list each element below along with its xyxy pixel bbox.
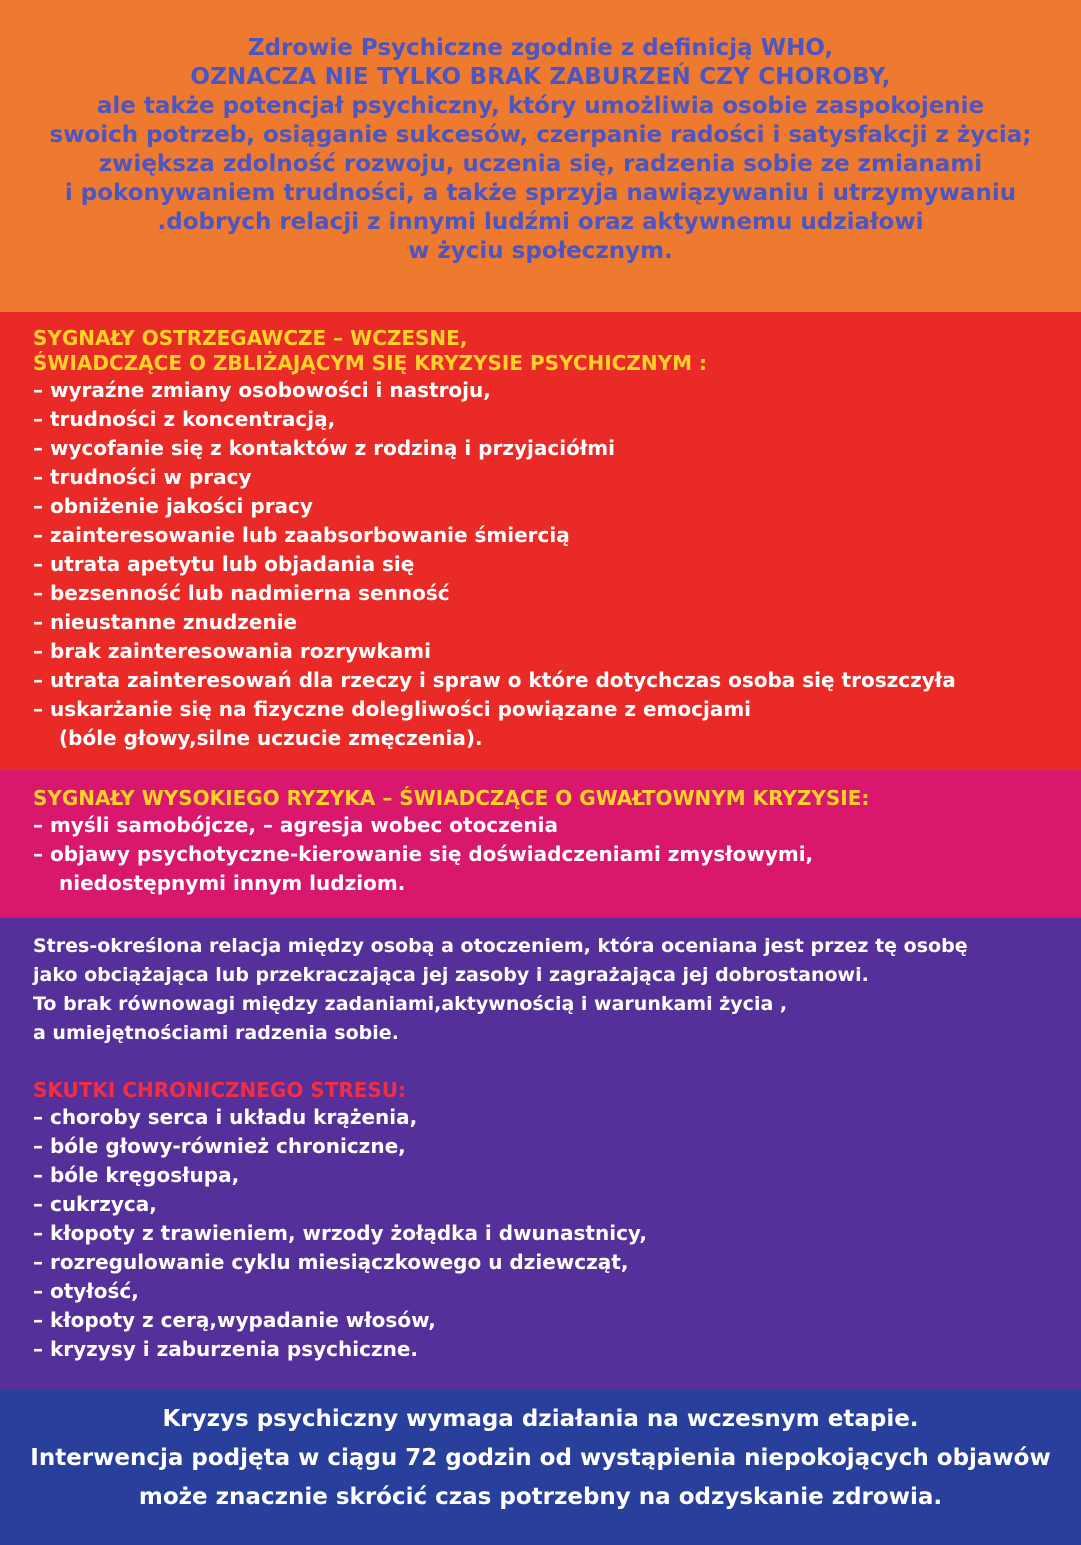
stress-effects-heading: SKUTKI CHRONICZNEGO STRESU: [33,1078,407,1102]
early-warning-heading: ŚWIADCZĄCE O ZBLIŻAJĄCYM SIĘ KRYZYSIE PSYCHICZNYM : [33,351,707,375]
closing-line: Interwencja podjęta w ciągu 72 godzin od wystąpienia niepokojących objawów [30,1445,1051,1471]
stress-section [0,918,1081,1390]
who-definition-section [0,0,1081,312]
list-item: – wyraźne zmiany osobowości i nastroju, [33,378,491,402]
who-line: swoich potrzeb, osiąganie sukcesów, czerpanie radości i satysfakcji z życia; [49,122,1032,148]
list-item: – trudności z koncentracją, [33,407,336,431]
list-item: – zainteresowanie lub zaabsorbowanie śmiercią [33,523,570,547]
list-item: – trudności w pracy [33,465,252,489]
stress-definition-line: To brak równowagi między zadaniami,aktywnością i warunkami życia , [33,993,788,1015]
early-warning-section [0,312,1081,770]
list-item: – otyłość, [33,1279,139,1303]
list-item: – myśli samobójcze, – agresja wobec otoczenia [33,813,558,837]
list-item: – choroby serca i układu krążenia, [33,1105,418,1129]
early-warning-heading: SYGNAŁY OSTRZEGAWCZE – WCZESNE, [33,326,468,350]
list-item: – kryzysy i zaburzenia psychiczne. [33,1337,418,1361]
closing-line: może znacznie skrócić czas potrzebny na odzyskanie zdrowia. [138,1484,943,1510]
list-item: – obniżenie jakości pracy [33,494,313,518]
stress-definition-line: a umiejętnościami radzenia sobie. [33,1022,399,1044]
who-line: .dobrych relacji z innymi ludźmi oraz aktywnemu udziałowi [157,209,924,235]
list-item-continuation: niedostępnymi innym ludziom. [59,871,406,895]
list-item: – utrata apetytu lub objadania się [33,552,415,576]
stress-definition-line: Stres-określona relacja między osobą a otoczeniem, która oceniana jest przez tę osobę [33,935,968,957]
who-line: ale także potencjał psychiczny, który umożliwia osobie zaspokojenie [96,93,985,119]
list-item: – kłopoty z trawieniem, wrzody żołądka i dwunastnicy, [33,1221,648,1245]
list-item-continuation: (bóle głowy,silne uczucie zmęczenia). [59,726,483,750]
high-risk-section [0,770,1081,918]
spacer [33,1048,1081,1078]
list-item: – bóle kręgosłupa, [33,1163,240,1187]
list-item: – utrata zainteresowań dla rzeczy i spraw o które dotychczas osoba się troszczyła [33,668,956,692]
list-item: – rozregulowanie cyklu miesiączkowego u dziewcząt, [33,1250,629,1274]
who-line: w życiu społecznym. [408,238,673,264]
list-item: – cukrzyca, [33,1192,157,1216]
list-item: – kłopoty z cerą,wypadanie włosów, [33,1308,436,1332]
list-item: – brak zainteresowania rozrywkami [33,639,431,663]
who-line: Zdrowie Psychiczne zgodnie z definicją WHO, [247,35,834,61]
list-item: – uskarżanie się na fizyczne dolegliwości powiązane z emocjami [33,697,752,721]
who-line: OZNACZA NIE TYLKO BRAK ZABURZEŃ CZY CHOROBY, [190,64,891,90]
list-item: – wycofanie się z kontaktów z rodziną i przyjaciółmi [33,436,615,460]
list-item: – bóle głowy-również chroniczne, [33,1134,406,1158]
who-line: i pokonywaniem trudności, a także sprzyja nawiązywaniu i utrzymywaniu [64,180,1017,206]
closing-section [0,1390,1081,1545]
closing-line: Kryzys psychiczny wymaga działania na wczesnym etapie. [162,1406,919,1432]
list-item: – nieustanne znudzenie [33,610,298,634]
who-line: zwiększa zdolność rozwoju, uczenia się, radzenia sobie ze zmianami [98,151,983,177]
stress-definition-line: jako obciążająca lub przekraczająca jej zasoby i zagrażająca jej dobrostanowi. [33,964,869,986]
list-item: – bezsenność lub nadmierna senność [33,581,450,605]
high-risk-heading: SYGNAŁY WYSOKIEGO RYZYKA – ŚWIADCZĄCE O GWAŁTOWNYM KRYZYSIE: [33,786,870,810]
list-item: – objawy psychotyczne-kierowanie się doświadczeniami zmysłowymi, [33,842,814,866]
